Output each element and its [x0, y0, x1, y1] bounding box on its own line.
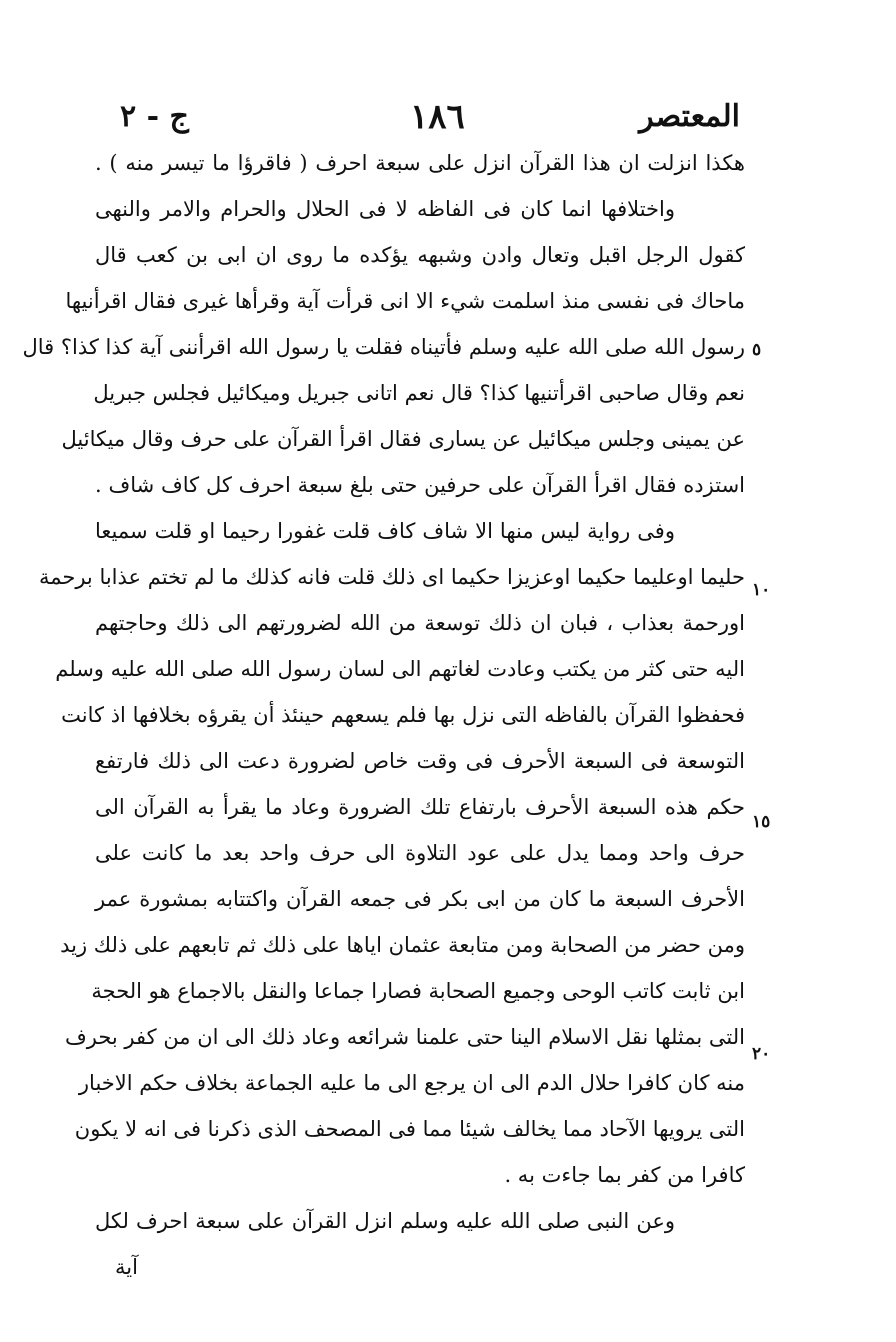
text-line: استزده فقال اقرأ القرآن على حرفين حتى بلغ سبعة احرف كل كاف شاف .: [95, 473, 745, 497]
text-line: اليه حتى كثر من يكتب وعادت لغاتهم الى لسان رسول الله صلى الله عليه وسلم: [55, 657, 745, 681]
text-line: وفى رواية ليس منها الا شاف كاف قلت غفورا رحيما او قلت سميعا: [95, 519, 675, 543]
line-number-5: ٥: [752, 340, 762, 360]
line-number-10: ١٠: [752, 580, 771, 600]
text-line: هكذا انزلت ان هذا القرآن انزل على سبعة احرف ( فاقرؤا ما تيسر منه ) .: [95, 151, 745, 175]
text-line: ومن حضر من الصحابة ومن متابعة عثمان اياها على ذلك ثم تابعهم على ذلك زيد: [60, 933, 745, 957]
text-line: ماحاك فى نفسى منذ اسلمت شيء الا انى قرأت آية وقرأها غيرى فقال اقرأنيها: [65, 289, 745, 313]
text-line: اورحمة بعذاب ، فبان ان ذلك توسعة من الله لضرورتهم الى ذلك وحاجتهم: [95, 611, 745, 635]
text-line: عن يمينى وجلس ميكائيل عن يسارى فقال اقرأ القرآن على حرف وقال ميكائيل: [61, 427, 745, 451]
text-line: حكم هذه السبعة الأحرف بارتفاع تلك الضرورة وعاد ما يقرأ به القرآن الى: [95, 795, 745, 819]
text-line: حليما اوعليما حكيما اوعزيزا حكيما اى ذلك قلت فانه كذلك ما لم تختم عذابا برحمة: [38, 565, 745, 589]
page-number: ١٨٦: [410, 97, 465, 137]
text-line: التى يرويها الآحاد مما يخالف شيئا مما فى المصحف الذى ذكرنا فى انه لا يكون: [74, 1117, 745, 1141]
text-line: التى بمثلها نقل الاسلام الينا حتى علمنا شرائعه وعاد ذلك الى ان من كفر بحرف: [65, 1025, 745, 1049]
text-line: نعم وقال صاحبى اقرأتنيها كذا؟ قال نعم اتانى جبريل وميكائيل فجلس جبريل: [93, 381, 745, 405]
text-line: واختلافها انما كان فى الفاظه لا فى الحلال والحرام والامر والنهى: [95, 197, 675, 221]
text-line: رسول الله صلى الله عليه وسلم فأتيناه فقلت يا رسول الله اقرأننى آية كذا كذا؟ قال: [22, 335, 745, 359]
body-text: [22, 140, 745, 1290]
line-number-15: ١٥: [752, 812, 771, 832]
text-line: فحفظوا القرآن بالفاظه التى نزل بها فلم يسعهم حينئذ أن يقرؤه بخلافها اذ كانت: [61, 703, 745, 727]
line-number-20: ٢٠: [752, 1044, 771, 1064]
text-line: كافرا من كفر بما جاءت به .: [504, 1163, 745, 1187]
text-line: وعن النبى صلى الله عليه وسلم انزل القرآن على سبعة احرف لكل: [95, 1209, 675, 1233]
running-title: المعتصر: [639, 99, 740, 134]
text-line: ابن ثابت كاتب الوحى وجميع الصحابة فصارا جماعا والنقل بالاجماع هو الحجة: [91, 979, 745, 1003]
text-line: كقول الرجل اقبل وتعال وادن وشبهه يؤكده ما روى ان ابى بن كعب قال: [95, 243, 745, 267]
text-line: التوسعة فى السبعة الأحرف فى وقت خاص لضرورة دعت الى ذلك فارتفع: [95, 749, 745, 773]
volume-label: ج - ٢: [120, 99, 189, 134]
running-head: [120, 92, 740, 142]
text-line: الأحرف السبعة ما كان من ابى بكر فى جمعه القرآن واكتتابه بمشورة عمر: [95, 887, 745, 911]
text-line: منه كان كافرا حلال الدم الى ان يرجع الى ما عليه الجماعة بخلاف حكم الاخبار: [78, 1071, 745, 1095]
catchword: آية: [115, 1255, 138, 1279]
text-line: حرف واحد ومما يدل على عود التلاوة الى حرف واحد بعد ما كانت على: [95, 841, 745, 865]
